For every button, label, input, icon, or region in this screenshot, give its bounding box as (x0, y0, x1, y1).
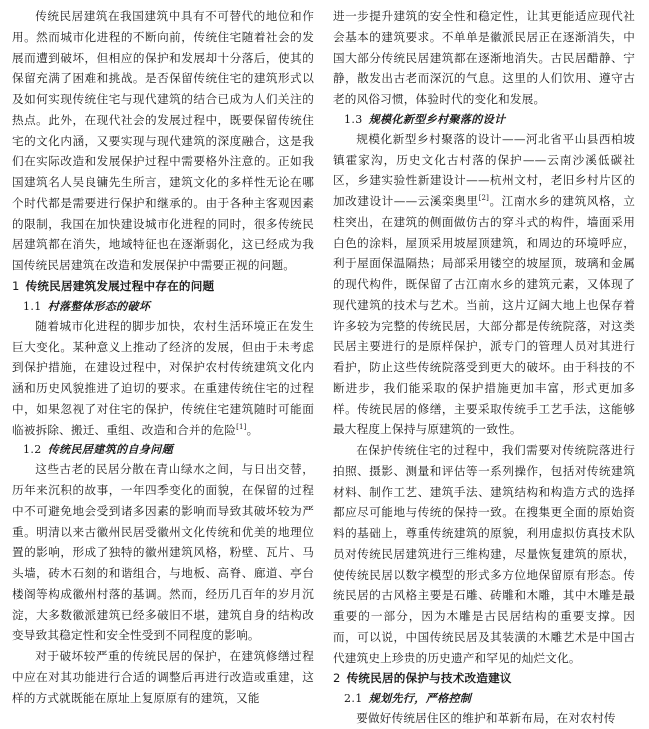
paragraph-1-1-text: 随着城市化进程的脚步加快，农村生活环境正在发生巨大变化。某种意义上推动了经济的发展，但由于未考虑到保护措施，在建设过程中，对保护农村传统建筑文化内涵和历史风貌推进了迫切的要求。在重建传统住宅的过程中，如果忽视了对住宅的保护，传统住宅建筑随时可能面临被拆除、搬迁、重组、改造和合并的危险 (12, 318, 314, 437)
section-1-number: 1 (12, 278, 20, 293)
subsection-1-3-title: 规模化新型乡村聚落的设计 (368, 112, 506, 126)
subsection-1-3-number: 1.3 (344, 112, 363, 126)
subsection-1-2-heading (23, 440, 314, 459)
subsection-2-1-title: 规划先行，严格控制 (368, 692, 472, 706)
section-2-heading (333, 669, 635, 688)
continued-paragraph: 进一步提升建筑的安全性和稳定性，让其更能适应现代社会基本的建筑要求。不单单是徽派民居正在逐渐消失，中国大部分传统民居建筑都在逐渐地消失。古民居醋静、宁静，散发出古老而深沉的气息。这里的人们饮用、遵守古老的风俗习惯，体验时代的变化和发展。 (333, 9, 635, 106)
left-column (12, 6, 314, 705)
intro-paragraph: 传统民居建筑在我国建筑中具有不可替代的地位和作用。然而城市化进程的不断向前，传统住宅随着社会的发展而遭到破坏，但相应的保护和发展却十分落后，使其的保留充满了困难和挑战。是否保留传统住宅的建筑形式以及如何实现传统住宅与现代建筑的结合已成为人们关注的热点。此外，在现代社会的发展过程中，既要保留传统住宅的文化内涵，又要实现与现代建筑的深度融合，这是我们在实际改造和发展保护过程中需要格外注意的。正如我国建筑名人吴良镛先生所言，建筑文化的多样性无论在哪个时代都是需要进行保护和继承的。由于各种主客观因素的限制，我国在加快建设城市化进程的同时，很多传统民居建筑都在消失，地域特征也在逐渐弱化，这已经成为我国传统民居建筑在改造和发展保护中需要正视的问题。 (12, 9, 314, 272)
subsection-1-2-number: 1.2 (23, 443, 42, 457)
paragraph-2-1: 要做好传统居住区的维护和革新布局，在对农村传 (356, 711, 616, 726)
subsection-2-1-number: 2.1 (344, 692, 363, 706)
subsection-1-2-title: 传统民居建筑的自身问题 (47, 443, 174, 457)
section-1-title: 传统民居建筑发展过程中存在的问题 (25, 278, 215, 293)
subsection-1-1-heading (23, 297, 314, 316)
citation-1: [1] (236, 422, 247, 431)
right-column (333, 6, 635, 726)
citation-2: [2] (478, 194, 490, 203)
section-1-heading (12, 277, 314, 296)
section-2-number: 2 (333, 671, 341, 686)
subsection-1-1-title: 村落整体形态的破坏 (47, 299, 151, 313)
paragraph-1-3a-rest: 。江南水乡的建筑风格，立柱突出，在建筑的侧面做仿古的穿斗式的构件，墙面采用白色的涂料，屋顶采用坡屋顶建筑，和周边的环境呼应，利于屋面保温隔热；局部采用镂空的坡屋顶，玻璃和金属的现代构件，既保留了古江南水乡的建筑元素，又体现了现代建筑的技术与艺术。当前，这片辽阔大地上也保存着许多较为完整的传统民居，大部分都是传统院落，对这类民居主要进行的是原样保护，派专门的管理人员对其进行看护，防止这些传统院落受到更大的破坏。由于科技的不断进步，我们能采取的保护措施更加丰富，形式更加多样。传统民居的修缮，主要采取传统手工艺手法，这能够最大程度上保持与原建筑的一致性。 (333, 194, 635, 437)
paragraph-1-3a (333, 129, 635, 440)
subsection-2-1-heading (344, 689, 635, 708)
paragraph-1-1 (12, 316, 314, 441)
paragraph-1-3b: 在保护传统住宅的过程中，我们需要对传统院落进行拍照、摄影、测量和评估等一系列操作，包括对传统建筑材料、制作工艺、建筑手法、建筑结构和构造方式的选择都应尽可能地与传统的保持一致。在搜集更全面的原始资料的基础上，尊重传统建筑的原貌，利用虚拟仿真技术队员对传统民居建筑进行三维构建，尽量恢复建筑的原状，使传统民居以数字模型的形式多方位地保留原有形态。传统民居的古风格主要是石雕、砖雕和木雕，其中木雕是最重要的一部分，因为木雕是古民居结构的重要支撑。因而，可以说，中国传统民居及其装潢的木雕艺术是中国古代建筑史上珍贵的历史遗产和罕见的灿烂文化。 (333, 443, 635, 665)
paragraph-1-2b: 对于破坏较严重的传统民居的保护，在建筑修缮过程中应在对其功能进行合适的调整后再进行改造或重建，这样的方式就既能在原址上复原原有的建筑，又能 (12, 649, 314, 705)
paragraph-1-2a: 这些古老的民居分散在青山绿水之间，与日出交替，历年来沉积的故事，一年四季变化的面貌，在保留的过程中不可避免地会受到诸多因素的影响而导致其破坏较为严重。明清以来古徽州民居受徽州文化传统和优美的地理位置的影响，形成了独特的徽州建筑风格，粉壁、瓦片、马头墙，砖木石刻的和谐组合，与地板、高脊、廊道、亭台楼阁等构成徽州村落的基调。然而，经历几百年的岁月沉淀，大多数徽派建筑已经多破旧不堪，建筑自身的结构改变导致其稳定性和安全性受到不同程度的影响。 (12, 462, 314, 643)
subsection-1-1-number: 1.1 (23, 299, 42, 313)
paragraph-1-1-end: 。 (246, 422, 259, 437)
subsection-1-3-heading (344, 110, 635, 129)
section-2-title: 传统民居的保护与技术改造建议 (346, 671, 512, 686)
paragraph-1-3a-text: 规模化新型乡村聚落的设计——河北省平山县西柏坡镇霍家沟，历史文化古村落的保护——云南沙溪低碳社区，乡建实验性新建设计——杭州文村，老旧乡村片区的加改建设计——云溪栾奥里 (333, 131, 635, 208)
